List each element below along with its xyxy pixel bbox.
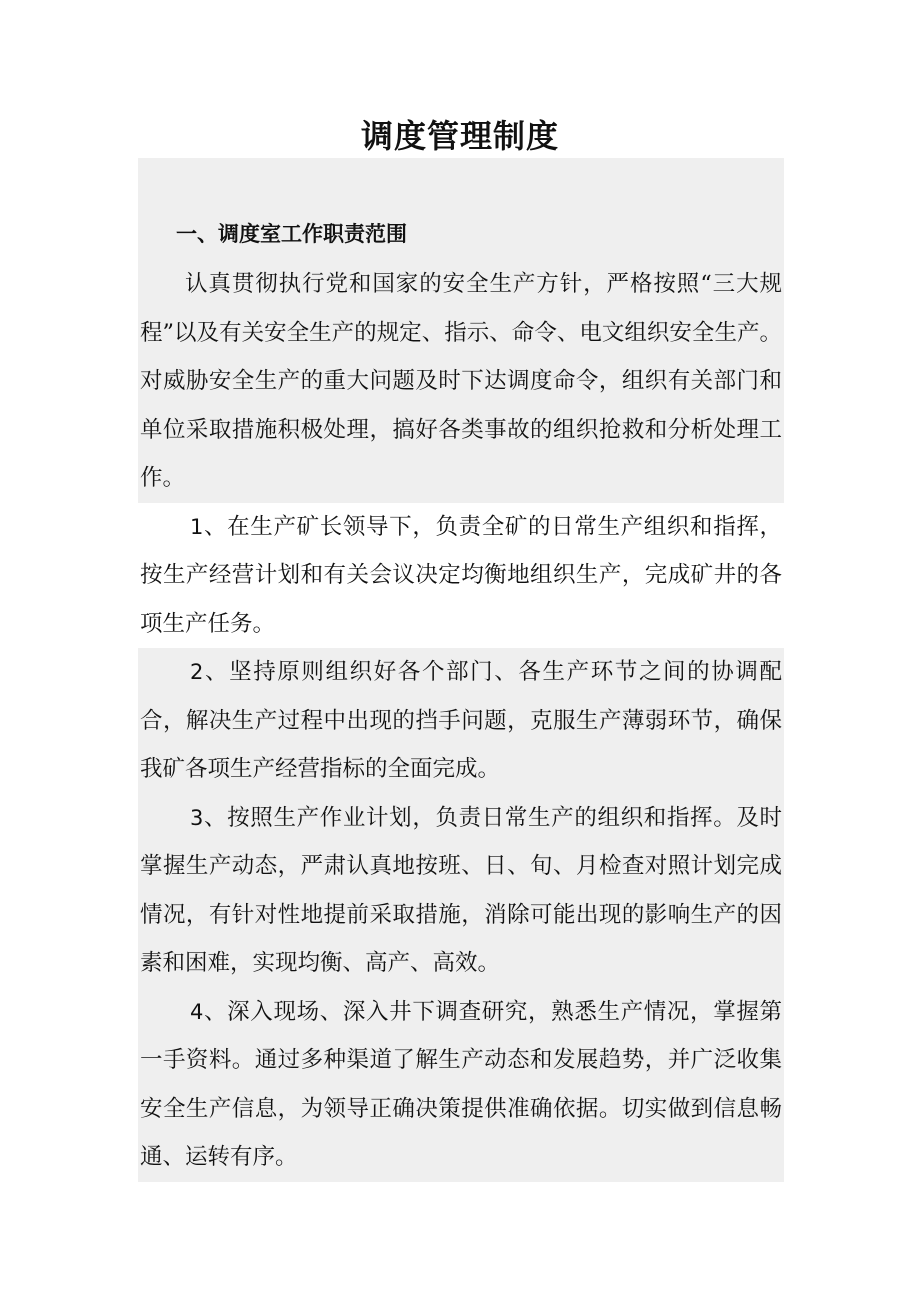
item-text: 、按照生产作业计划，负责日常生产的组织和指挥。及时掌握生产动态，严肃认真地按班、日、旬、月检查对照计划完成情况，有针对性地提前采取措施，消除可能出现的影响生产的因素和困难，实现均衡、高产、高效。 (140, 804, 782, 976)
item-number: 2 (190, 660, 204, 684)
item-text: 、深入现场、深入井下调查研究，熟悉生产情况，掌握第一手资料。通过多种渠道了解生产动态和发展趋势，并广泛收集安全生产信息，为领导正确决策提供准确依据。切实做到信息畅通、运转有序。 (140, 998, 782, 1170)
item-text: 、在生产矿长领导下，负责全矿的日常生产组织和指挥，按生产经营计划和有关会议决定均衡地组织生产，完成矿井的各项生产任务。 (140, 513, 782, 637)
blank-line (138, 158, 784, 208)
list-item (138, 794, 784, 988)
item-paragraph-4 (138, 988, 784, 1182)
item-number: 3 (190, 805, 204, 830)
item-paragraph-1 (138, 503, 784, 649)
document-title: 调度管理制度 (360, 117, 559, 155)
item-paragraph-2 (138, 648, 784, 794)
intro-paragraph: 认真贯彻执行党和国家的安全生产方针，严格按照“三大规程”以及有关安全生产的规定、指示、命令、电文组织安全生产。对威胁安全生产的重大问题及时下达调度命令，组织有关部门和单位采取措施积极处理，搞好各类事故的组织抢救和分析处理工作。 (140, 271, 782, 491)
section-block-intro (138, 158, 784, 503)
item-paragraph-3 (138, 794, 784, 988)
item-number: 4 (190, 999, 204, 1024)
section-heading: 一、调度室工作职责范围 (176, 222, 407, 246)
document-body (138, 158, 784, 1182)
list-item (138, 503, 784, 649)
item-text: 、坚持原则组织好各个部门、各生产环节之间的协调配合，解决生产过程中出现的挡手问题，克服生产薄弱环节，确保我矿各项生产经营指标的全面完成。 (140, 659, 782, 782)
list-item (138, 988, 784, 1182)
list-item (138, 648, 784, 794)
item-number: 1 (190, 514, 204, 539)
